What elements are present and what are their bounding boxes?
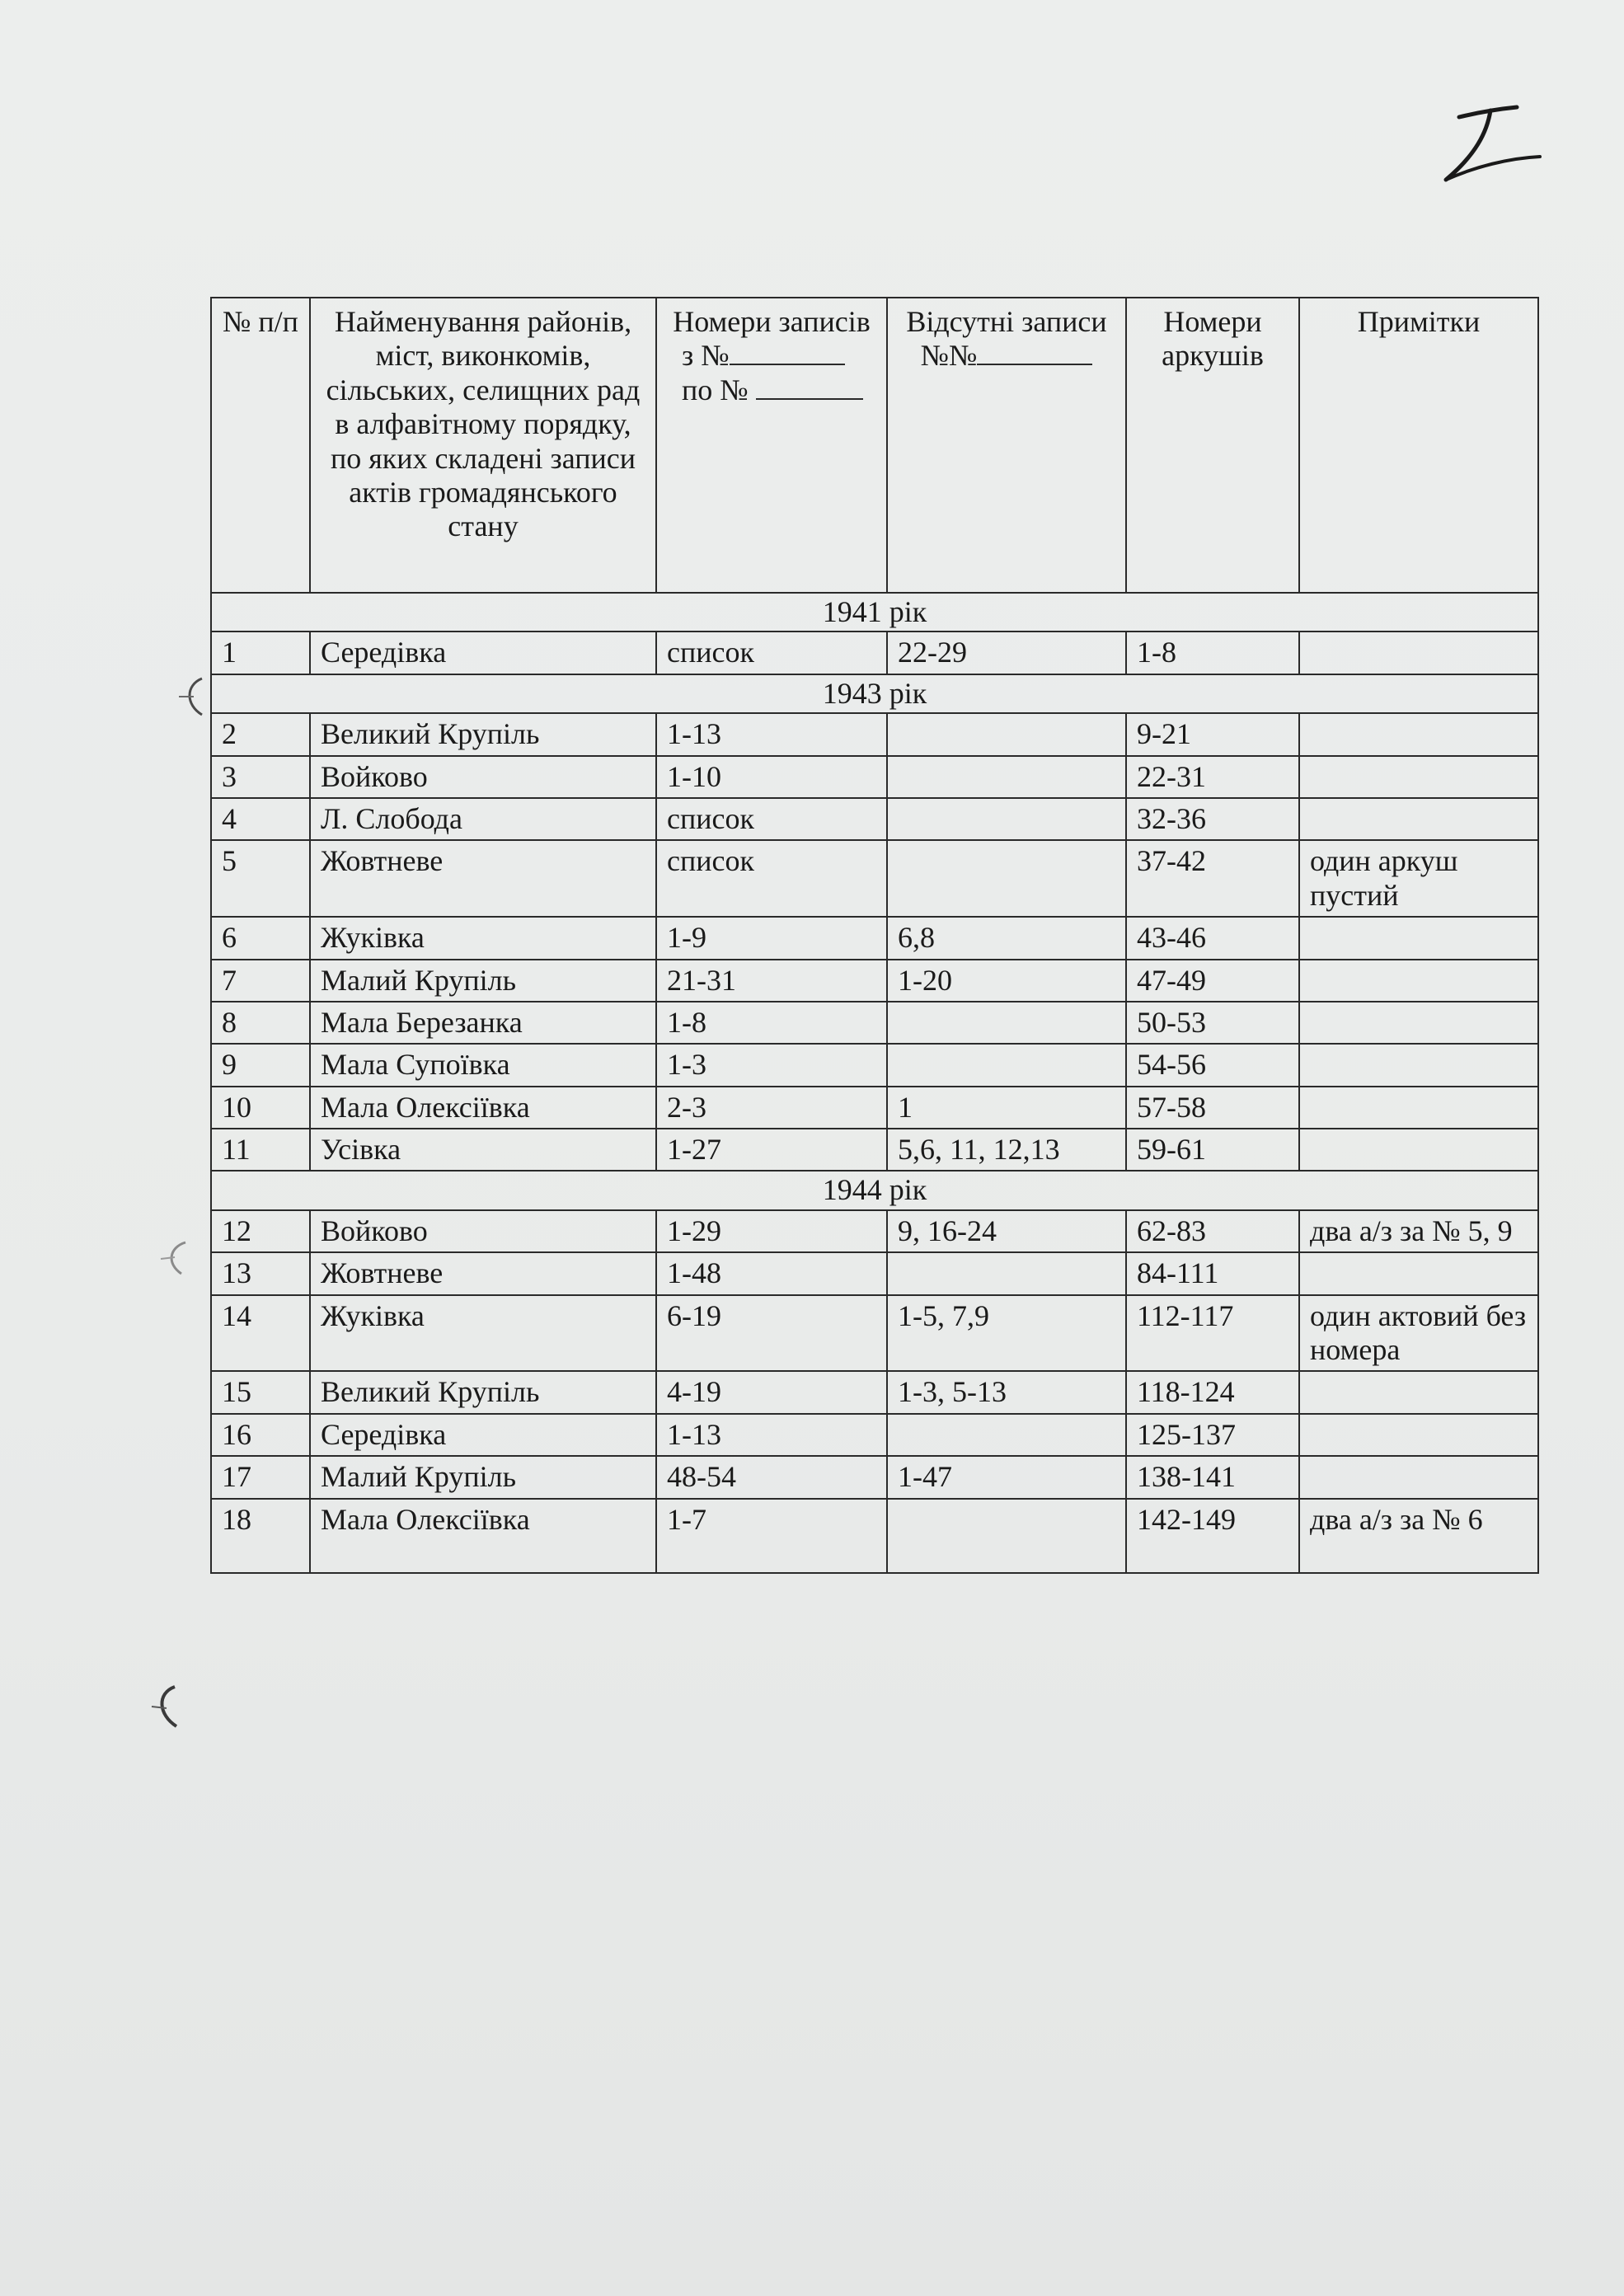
row-missing: 5,6, 11, 12,13 — [887, 1129, 1126, 1171]
row-notes — [1299, 1087, 1538, 1129]
row-records: 1-3 — [656, 1044, 887, 1086]
row-name: Жовтневе — [310, 1252, 656, 1294]
row-notes — [1299, 1002, 1538, 1044]
row-num: 3 — [211, 756, 310, 798]
row-name: Мала Олексіївка — [310, 1499, 656, 1573]
table-row — [211, 1456, 1538, 1498]
row-records: 1-8 — [656, 1002, 887, 1044]
row-sheets: 47-49 — [1126, 960, 1299, 1002]
row-notes — [1299, 1129, 1538, 1171]
row-name: Середівка — [310, 1414, 656, 1456]
row-missing — [887, 1252, 1126, 1294]
row-num: 1 — [211, 632, 310, 674]
table-row — [211, 756, 1538, 798]
row-missing: 1-3, 5-13 — [887, 1371, 1126, 1413]
row-num: 14 — [211, 1295, 310, 1372]
table-row — [211, 1087, 1538, 1129]
row-notes — [1299, 756, 1538, 798]
row-sheets: 54-56 — [1126, 1044, 1299, 1086]
row-missing — [887, 756, 1126, 798]
row-sheets: 57-58 — [1126, 1087, 1299, 1129]
year-label: 1944 рік — [211, 1171, 1538, 1209]
header-notes: Примітки — [1299, 298, 1538, 593]
table-row — [211, 713, 1538, 755]
row-name: Середівка — [310, 632, 656, 674]
row-name: Жуківка — [310, 917, 656, 959]
row-notes — [1299, 798, 1538, 840]
row-records: 1-13 — [656, 1414, 887, 1456]
header-records-to: по № — [682, 373, 749, 406]
row-num: 2 — [211, 713, 310, 755]
table-row — [211, 1044, 1538, 1086]
row-num: 9 — [211, 1044, 310, 1086]
table-row — [211, 960, 1538, 1002]
row-num: 5 — [211, 840, 310, 917]
row-sheets: 138-141 — [1126, 1456, 1299, 1498]
blank-line — [756, 375, 863, 400]
row-sheets: 118-124 — [1126, 1371, 1299, 1413]
row-records: 2-3 — [656, 1087, 887, 1129]
row-records: список — [656, 798, 887, 840]
year-row — [211, 674, 1538, 713]
row-num: 4 — [211, 798, 310, 840]
row-num: 18 — [211, 1499, 310, 1573]
row-missing — [887, 713, 1126, 755]
row-missing: 22-29 — [887, 632, 1126, 674]
row-missing — [887, 1002, 1126, 1044]
table-row — [211, 632, 1538, 674]
row-num: 7 — [211, 960, 310, 1002]
row-name: Усівка — [310, 1129, 656, 1171]
row-missing — [887, 798, 1126, 840]
row-missing — [887, 1044, 1126, 1086]
header-records-from: з № — [682, 339, 730, 373]
table-row — [211, 1414, 1538, 1456]
blank-line — [977, 340, 1092, 365]
row-name: Мала Олексіївка — [310, 1087, 656, 1129]
header-row — [211, 298, 1538, 593]
row-sheets: 9-21 — [1126, 713, 1299, 755]
header-records-title: Номери записів — [673, 305, 871, 338]
header-missing — [887, 298, 1126, 593]
row-records: список — [656, 840, 887, 917]
year-label: 1943 рік — [211, 674, 1538, 713]
year-row — [211, 1171, 1538, 1209]
row-name: Войково — [310, 1210, 656, 1252]
row-notes: два а/з за № 5, 9 — [1299, 1210, 1538, 1252]
row-notes — [1299, 1044, 1538, 1086]
row-records: 1-13 — [656, 713, 887, 755]
row-sheets: 50-53 — [1126, 1002, 1299, 1044]
row-name: Великий Крупіль — [310, 713, 656, 755]
row-missing: 1-20 — [887, 960, 1126, 1002]
row-sheets: 32-36 — [1126, 798, 1299, 840]
row-sheets: 125-137 — [1126, 1414, 1299, 1456]
header-records — [656, 298, 887, 593]
row-missing: 1-47 — [887, 1456, 1126, 1498]
row-records: 1-10 — [656, 756, 887, 798]
row-num: 6 — [211, 917, 310, 959]
row-missing: 1-5, 7,9 — [887, 1295, 1126, 1372]
row-name: Л. Слобода — [310, 798, 656, 840]
table-row — [211, 798, 1538, 840]
table-row — [211, 917, 1538, 959]
table-row — [211, 1210, 1538, 1252]
row-sheets: 37-42 — [1126, 840, 1299, 917]
row-missing — [887, 1499, 1126, 1573]
row-notes: два а/з за № 6 — [1299, 1499, 1538, 1573]
table-row — [211, 1295, 1538, 1372]
row-num: 11 — [211, 1129, 310, 1171]
row-name: Великий Крупіль — [310, 1371, 656, 1413]
row-name: Малий Крупіль — [310, 1456, 656, 1498]
row-name: Жовтневе — [310, 840, 656, 917]
row-num: 10 — [211, 1087, 310, 1129]
row-missing: 9, 16-24 — [887, 1210, 1126, 1252]
civil-registry-table — [210, 297, 1539, 1574]
row-records: 6-19 — [656, 1295, 887, 1372]
row-name: Войково — [310, 756, 656, 798]
row-notes — [1299, 1456, 1538, 1498]
row-num: 12 — [211, 1210, 310, 1252]
binding-hole-mark — [148, 1233, 198, 1282]
header-name: Найменування районів, міст, виконкомів, сільських, селищних рад в алфавітному порядку, по яких складені записи актів громадянського стану — [310, 298, 656, 593]
row-sheets: 112-117 — [1126, 1295, 1299, 1372]
row-sheets: 43-46 — [1126, 917, 1299, 959]
row-notes — [1299, 1371, 1538, 1413]
row-notes: один аркуш пустий — [1299, 840, 1538, 917]
row-records: 1-9 — [656, 917, 887, 959]
row-records: 4-19 — [656, 1371, 887, 1413]
table-row — [211, 1371, 1538, 1413]
row-sheets: 84-111 — [1126, 1252, 1299, 1294]
handwritten-page-number — [1434, 91, 1550, 190]
year-label: 1941 рік — [211, 593, 1538, 632]
row-notes — [1299, 1252, 1538, 1294]
row-sheets: 1-8 — [1126, 632, 1299, 674]
row-records: 48-54 — [656, 1456, 887, 1498]
row-name: Мала Супоївка — [310, 1044, 656, 1086]
row-missing: 1 — [887, 1087, 1126, 1129]
row-notes — [1299, 917, 1538, 959]
row-sheets: 22-31 — [1126, 756, 1299, 798]
row-num: 16 — [211, 1414, 310, 1456]
row-records: 1-7 — [656, 1499, 887, 1573]
binding-hole-mark — [140, 1682, 190, 1731]
blank-line — [730, 340, 845, 365]
table-row — [211, 840, 1538, 917]
row-num: 15 — [211, 1371, 310, 1413]
row-notes — [1299, 632, 1538, 674]
row-name: Мала Березанка — [310, 1002, 656, 1044]
row-notes — [1299, 713, 1538, 755]
row-records: 1-27 — [656, 1129, 887, 1171]
header-sheets: Номери аркушів — [1126, 298, 1299, 593]
row-sheets: 62-83 — [1126, 1210, 1299, 1252]
row-records: 1-48 — [656, 1252, 887, 1294]
row-records: 1-29 — [656, 1210, 887, 1252]
table-row — [211, 1499, 1538, 1573]
row-sheets: 142-149 — [1126, 1499, 1299, 1573]
row-sheets: 59-61 — [1126, 1129, 1299, 1171]
header-missing-nn: №№ — [920, 339, 978, 373]
table-row — [211, 1002, 1538, 1044]
row-notes — [1299, 960, 1538, 1002]
year-row — [211, 593, 1538, 632]
row-records: 21-31 — [656, 960, 887, 1002]
row-records: список — [656, 632, 887, 674]
row-name: Жуківка — [310, 1295, 656, 1372]
header-missing-title: Відсутні записи — [906, 305, 1107, 338]
row-num: 17 — [211, 1456, 310, 1498]
row-missing: 6,8 — [887, 917, 1126, 959]
row-notes — [1299, 1414, 1538, 1456]
row-num: 8 — [211, 1002, 310, 1044]
row-name: Малий Крупіль — [310, 960, 656, 1002]
table-row — [211, 1252, 1538, 1294]
row-notes: один актовий без номера — [1299, 1295, 1538, 1372]
row-missing — [887, 840, 1126, 917]
header-num: № п/п — [211, 298, 310, 593]
row-num: 13 — [211, 1252, 310, 1294]
row-missing — [887, 1414, 1126, 1456]
table-row — [211, 1129, 1538, 1171]
